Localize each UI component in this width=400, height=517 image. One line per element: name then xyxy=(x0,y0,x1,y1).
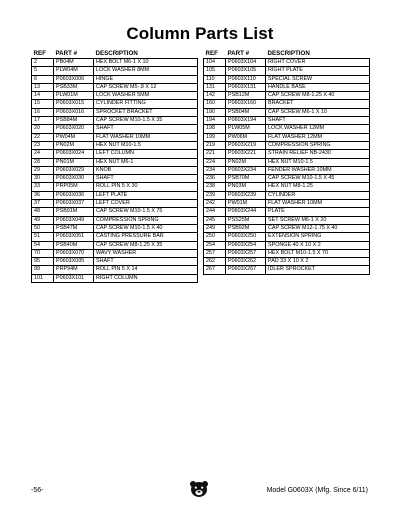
table-row xyxy=(32,67,198,75)
cell-description: SET SCREW M6-1 X 20 xyxy=(266,216,370,224)
cell-part-number: PSB91M xyxy=(54,208,94,216)
table-row xyxy=(204,258,370,266)
cell-part-number: PSB70M xyxy=(226,175,266,183)
cell-ref: 131 xyxy=(204,83,226,91)
cell-ref: 28 xyxy=(32,158,54,166)
table-row xyxy=(32,200,198,208)
table-row xyxy=(32,141,198,149)
cell-ref: 49 xyxy=(32,216,54,224)
cell-ref: 190 xyxy=(204,108,226,116)
cell-part-number: PW01M xyxy=(226,200,266,208)
cell-ref: 14 xyxy=(32,92,54,100)
cell-description: ROLL PIN 5 X 14 xyxy=(94,266,198,274)
cell-description: CAP SCREW M12-1.75 X 40 xyxy=(266,224,370,232)
cell-ref: 224 xyxy=(204,158,226,166)
table-row xyxy=(204,266,370,274)
table-row xyxy=(32,125,198,133)
table-row xyxy=(204,150,370,158)
table-row xyxy=(32,183,198,191)
cell-part-number: P0603X030 xyxy=(54,175,94,183)
cell-ref: 249 xyxy=(204,224,226,232)
cell-ref: 99 xyxy=(32,266,54,274)
cell-part-number: PRP94M xyxy=(54,266,94,274)
cell-ref: 194 xyxy=(204,117,226,125)
cell-description: WAVY WASHER xyxy=(94,249,198,257)
cell-part-number: P0603X049 xyxy=(54,216,94,224)
cell-description: SPECIAL SCREW xyxy=(266,75,370,83)
cell-ref: 23 xyxy=(32,141,54,149)
cell-ref: 50 xyxy=(32,224,54,232)
table-row xyxy=(204,241,370,249)
cell-ref: 2 xyxy=(32,59,54,67)
cell-description: FLAT WASHER 10MM xyxy=(94,133,198,141)
parts-table-left-body xyxy=(32,59,198,283)
cell-ref: 70 xyxy=(32,249,54,257)
cell-part-number: P0603X051 xyxy=(54,233,94,241)
table-row xyxy=(204,108,370,116)
table-row xyxy=(32,83,198,91)
parts-table-right-body xyxy=(204,59,370,275)
cell-description: HEX BOLT M6-1 X 10 xyxy=(94,59,198,67)
cell-part-number: P0603X194 xyxy=(226,117,266,125)
table-row xyxy=(32,258,198,266)
cell-part-number: P0603X221 xyxy=(226,150,266,158)
cell-part-number: P0603X020 xyxy=(54,125,94,133)
cell-description: RIGHT COLUMN xyxy=(94,274,198,282)
cell-part-number: PLW04M xyxy=(54,67,94,75)
cell-description: HEX NUT M10-1.5 xyxy=(94,141,198,149)
cell-part-number: PLW01M xyxy=(54,92,94,100)
cell-description: RIGHT PLATE xyxy=(266,67,370,75)
cell-description: LEFT PLATE xyxy=(94,191,198,199)
cell-description: LOCK WASHER 5MM xyxy=(94,92,198,100)
cell-description: COMPRESSION SPRING xyxy=(266,141,370,149)
cell-ref: 245 xyxy=(204,216,226,224)
cell-description: LEFT COLUMN xyxy=(94,150,198,158)
cell-ref: 33 xyxy=(32,183,54,191)
parts-table-left xyxy=(31,49,198,283)
cell-description: BRACKET xyxy=(266,100,370,108)
cell-ref: 15 xyxy=(32,100,54,108)
table-row xyxy=(32,158,198,166)
cell-part-number: PSB47M xyxy=(54,224,94,232)
table-row xyxy=(204,117,370,125)
cell-part-number: P0603X024 xyxy=(54,150,94,158)
table-row xyxy=(32,166,198,174)
cell-ref: 36 xyxy=(32,191,54,199)
table-row xyxy=(204,233,370,241)
table-header-row xyxy=(204,49,370,59)
cell-ref: 30 xyxy=(32,175,54,183)
cell-part-number: P0603X037 xyxy=(54,200,94,208)
cell-part-number: P0603X029 xyxy=(54,166,94,174)
table-row xyxy=(204,83,370,91)
cell-description: HANDLE BASE xyxy=(266,83,370,91)
cell-part-number: P0603X254 xyxy=(226,241,266,249)
cell-part-number: PSB12M xyxy=(226,92,266,100)
cell-ref: 250 xyxy=(204,233,226,241)
cell-part-number: P0603X110 xyxy=(226,75,266,83)
cell-part-number: P0603X015 xyxy=(54,100,94,108)
cell-ref: 104 xyxy=(204,59,226,67)
cell-description: IDLER SPROCKET xyxy=(266,266,370,274)
cell-description: LOCK WASHER 8MM xyxy=(94,67,198,75)
cell-ref: 238 xyxy=(204,183,226,191)
table-row xyxy=(32,100,198,108)
cell-description: PAD 33 X 10 X 2 xyxy=(266,258,370,266)
table-row xyxy=(204,92,370,100)
cell-part-number: P0603X006 xyxy=(54,75,94,83)
cell-description: PLATE xyxy=(266,208,370,216)
table-row xyxy=(32,175,198,183)
table-row xyxy=(204,67,370,75)
table-row xyxy=(204,249,370,257)
cell-description: FENDER WASHER 10MM xyxy=(266,166,370,174)
cell-ref: 13 xyxy=(32,83,54,91)
cell-ref: 236 xyxy=(204,175,226,183)
cell-description: SHAFT xyxy=(94,175,198,183)
cell-description: CAP SCREW M8-1.25 X 35 xyxy=(94,241,198,249)
table-row xyxy=(204,175,370,183)
cell-ref: 262 xyxy=(204,258,226,266)
cell-part-number: PSB04M xyxy=(226,108,266,116)
table-header-row xyxy=(32,49,198,59)
cell-description: FLAT WASHER 10MM xyxy=(266,200,370,208)
cell-part-number: P0603X070 xyxy=(54,249,94,257)
cell-description: RIGHT COVER xyxy=(266,59,370,67)
table-row xyxy=(204,200,370,208)
cell-description: FLAT WASHER 12MM xyxy=(266,133,370,141)
cell-description: CAP SCREW M8-1.25 X 40 xyxy=(266,92,370,100)
table-row xyxy=(204,100,370,108)
cell-ref: 234 xyxy=(204,166,226,174)
cell-part-number: P0603X267 xyxy=(226,266,266,274)
cell-ref: 5 xyxy=(32,67,54,75)
cell-part-number: P0603X219 xyxy=(226,141,266,149)
table-row xyxy=(204,208,370,216)
cell-part-number: P0603X036 xyxy=(54,191,94,199)
page-number: -56- xyxy=(31,487,44,494)
table-row xyxy=(32,208,198,216)
table-row xyxy=(32,150,198,158)
cell-ref: 244 xyxy=(204,208,226,216)
cell-part-number: PW04M xyxy=(54,133,94,141)
header-ref: REF xyxy=(33,50,46,57)
cell-description: CAP SCREW M6-1 X 10 xyxy=(266,108,370,116)
cell-ref: 105 xyxy=(204,67,226,75)
cell-ref: 22 xyxy=(32,133,54,141)
cell-part-number: PSB84M xyxy=(54,117,94,125)
cell-ref: 6 xyxy=(32,75,54,83)
cell-description: COMPRESSION SPRING xyxy=(94,216,198,224)
table-row xyxy=(32,216,198,224)
page-title: Column Parts List xyxy=(126,24,274,43)
cell-part-number: PSS25M xyxy=(226,216,266,224)
cell-description: SHAFT xyxy=(94,125,198,133)
table-row xyxy=(204,75,370,83)
cell-part-number: P0603X239 xyxy=(226,191,266,199)
cell-ref: 199 xyxy=(204,133,226,141)
cell-ref: 51 xyxy=(32,233,54,241)
cell-description: LOCK WASHER 12MM xyxy=(266,125,370,133)
cell-description: HEX NUT M8-1.25 xyxy=(266,183,370,191)
cell-ref: 101 xyxy=(32,274,54,282)
table-row xyxy=(204,158,370,166)
cell-part-number: PN03M xyxy=(226,183,266,191)
table-row xyxy=(32,92,198,100)
cell-description: HINGE xyxy=(94,75,198,83)
cell-description: ROLL PIN 5 X 30 xyxy=(94,183,198,191)
cell-part-number: PSB92M xyxy=(226,224,266,232)
cell-ref: 221 xyxy=(204,150,226,158)
cell-ref: 110 xyxy=(204,75,226,83)
cell-description: CYLINDER FITTING xyxy=(94,100,198,108)
table-row xyxy=(32,191,198,199)
cell-part-number: P0603X016 xyxy=(54,108,94,116)
grizzly-bear-logo-icon xyxy=(188,480,210,498)
table-row xyxy=(204,183,370,191)
cell-ref: 242 xyxy=(204,200,226,208)
cell-part-number: P0603X257 xyxy=(226,249,266,257)
cell-part-number: P0603X250 xyxy=(226,233,266,241)
cell-description: SHAFT xyxy=(94,258,198,266)
cell-ref: 37 xyxy=(32,200,54,208)
cell-part-number: PN02M xyxy=(54,141,94,149)
cell-description: CASTING PRESSURE BAR xyxy=(94,233,198,241)
cell-ref: 29 xyxy=(32,166,54,174)
cell-part-number: P0603X262 xyxy=(226,258,266,266)
table-row xyxy=(32,241,198,249)
cell-part-number: PLW05M xyxy=(226,125,266,133)
table-row xyxy=(32,249,198,257)
parts-table-right xyxy=(203,49,370,275)
table-row xyxy=(32,75,198,83)
cell-ref: 17 xyxy=(32,117,54,125)
cell-ref: 254 xyxy=(204,241,226,249)
cell-ref: 54 xyxy=(32,241,54,249)
cell-description: KNOB xyxy=(94,166,198,174)
cell-ref: 24 xyxy=(32,150,54,158)
header-ref: REF xyxy=(205,50,218,57)
cell-part-number: P0603X234 xyxy=(226,166,266,174)
cell-part-number: PW06M xyxy=(226,133,266,141)
cell-description: CAP SCREW M10-1.5 X 45 xyxy=(266,175,370,183)
cell-description: HEX NUT M6-1 xyxy=(94,158,198,166)
cell-ref: 267 xyxy=(204,266,226,274)
cell-ref: 198 xyxy=(204,125,226,133)
table-row xyxy=(204,125,370,133)
table-row xyxy=(204,224,370,232)
table-row xyxy=(32,133,198,141)
cell-part-number: PN01M xyxy=(54,158,94,166)
table-row xyxy=(204,59,370,67)
cell-description: CAP SCREW M5-.8 X 12 xyxy=(94,83,198,91)
model-info: Model G0603X (Mfg. Since 6/11) xyxy=(266,487,368,494)
cell-part-number: PN02M xyxy=(226,158,266,166)
cell-ref: 219 xyxy=(204,141,226,149)
table-row xyxy=(32,233,198,241)
cell-part-number: P0603X244 xyxy=(226,208,266,216)
cell-ref: 20 xyxy=(32,125,54,133)
table-row xyxy=(32,266,198,274)
cell-part-number: PSB33M xyxy=(54,83,94,91)
cell-description: HEX BOLT M10-1.5 X 70 xyxy=(266,249,370,257)
table-row xyxy=(32,59,198,67)
cell-description: CYLINDER xyxy=(266,191,370,199)
cell-part-number: PB04M xyxy=(54,59,94,67)
cell-description: EXTENSION SPRING xyxy=(266,233,370,241)
cell-ref: 160 xyxy=(204,100,226,108)
table-row xyxy=(32,108,198,116)
cell-description: LEFT COVER xyxy=(94,200,198,208)
cell-description: SHAFT xyxy=(266,117,370,125)
cell-description: STRAIN RELIEF NB-2430 xyxy=(266,150,370,158)
header-part: PART # xyxy=(55,50,78,57)
cell-ref: 16 xyxy=(32,108,54,116)
cell-part-number: P0603X131 xyxy=(226,83,266,91)
cell-part-number: P0603X095 xyxy=(54,258,94,266)
cell-description: CAP SCREW M10-1.5 X 75 xyxy=(94,208,198,216)
header-part: PART # xyxy=(227,50,250,57)
cell-ref: 257 xyxy=(204,249,226,257)
table-row xyxy=(204,141,370,149)
table-row xyxy=(32,274,198,282)
table-row xyxy=(32,117,198,125)
cell-part-number: P0603X160 xyxy=(226,100,266,108)
cell-description: SPONGE 40 X 10 X 2 xyxy=(266,241,370,249)
cell-description: CAP SCREW M10-1.5 X 35 xyxy=(94,117,198,125)
table-row xyxy=(204,216,370,224)
table-row xyxy=(204,191,370,199)
cell-part-number: PRP05M xyxy=(54,183,94,191)
cell-part-number: PSB40M xyxy=(54,241,94,249)
cell-part-number: P0603X105 xyxy=(226,67,266,75)
cell-description: CAP SCREW M10-1.5 X 40 xyxy=(94,224,198,232)
cell-part-number: P0603X101 xyxy=(54,274,94,282)
cell-ref: 239 xyxy=(204,191,226,199)
header-description: DESCRIPTION xyxy=(95,50,138,57)
cell-description: HEX NUT M10-1.5 xyxy=(266,158,370,166)
cell-ref: 95 xyxy=(32,258,54,266)
cell-ref: 142 xyxy=(204,92,226,100)
table-row xyxy=(204,133,370,141)
cell-ref: 48 xyxy=(32,208,54,216)
cell-part-number: P0603X104 xyxy=(226,59,266,67)
table-row xyxy=(32,224,198,232)
cell-description: SPROCKET BRACKET xyxy=(94,108,198,116)
table-row xyxy=(204,166,370,174)
header-description: DESCRIPTION xyxy=(267,50,310,57)
